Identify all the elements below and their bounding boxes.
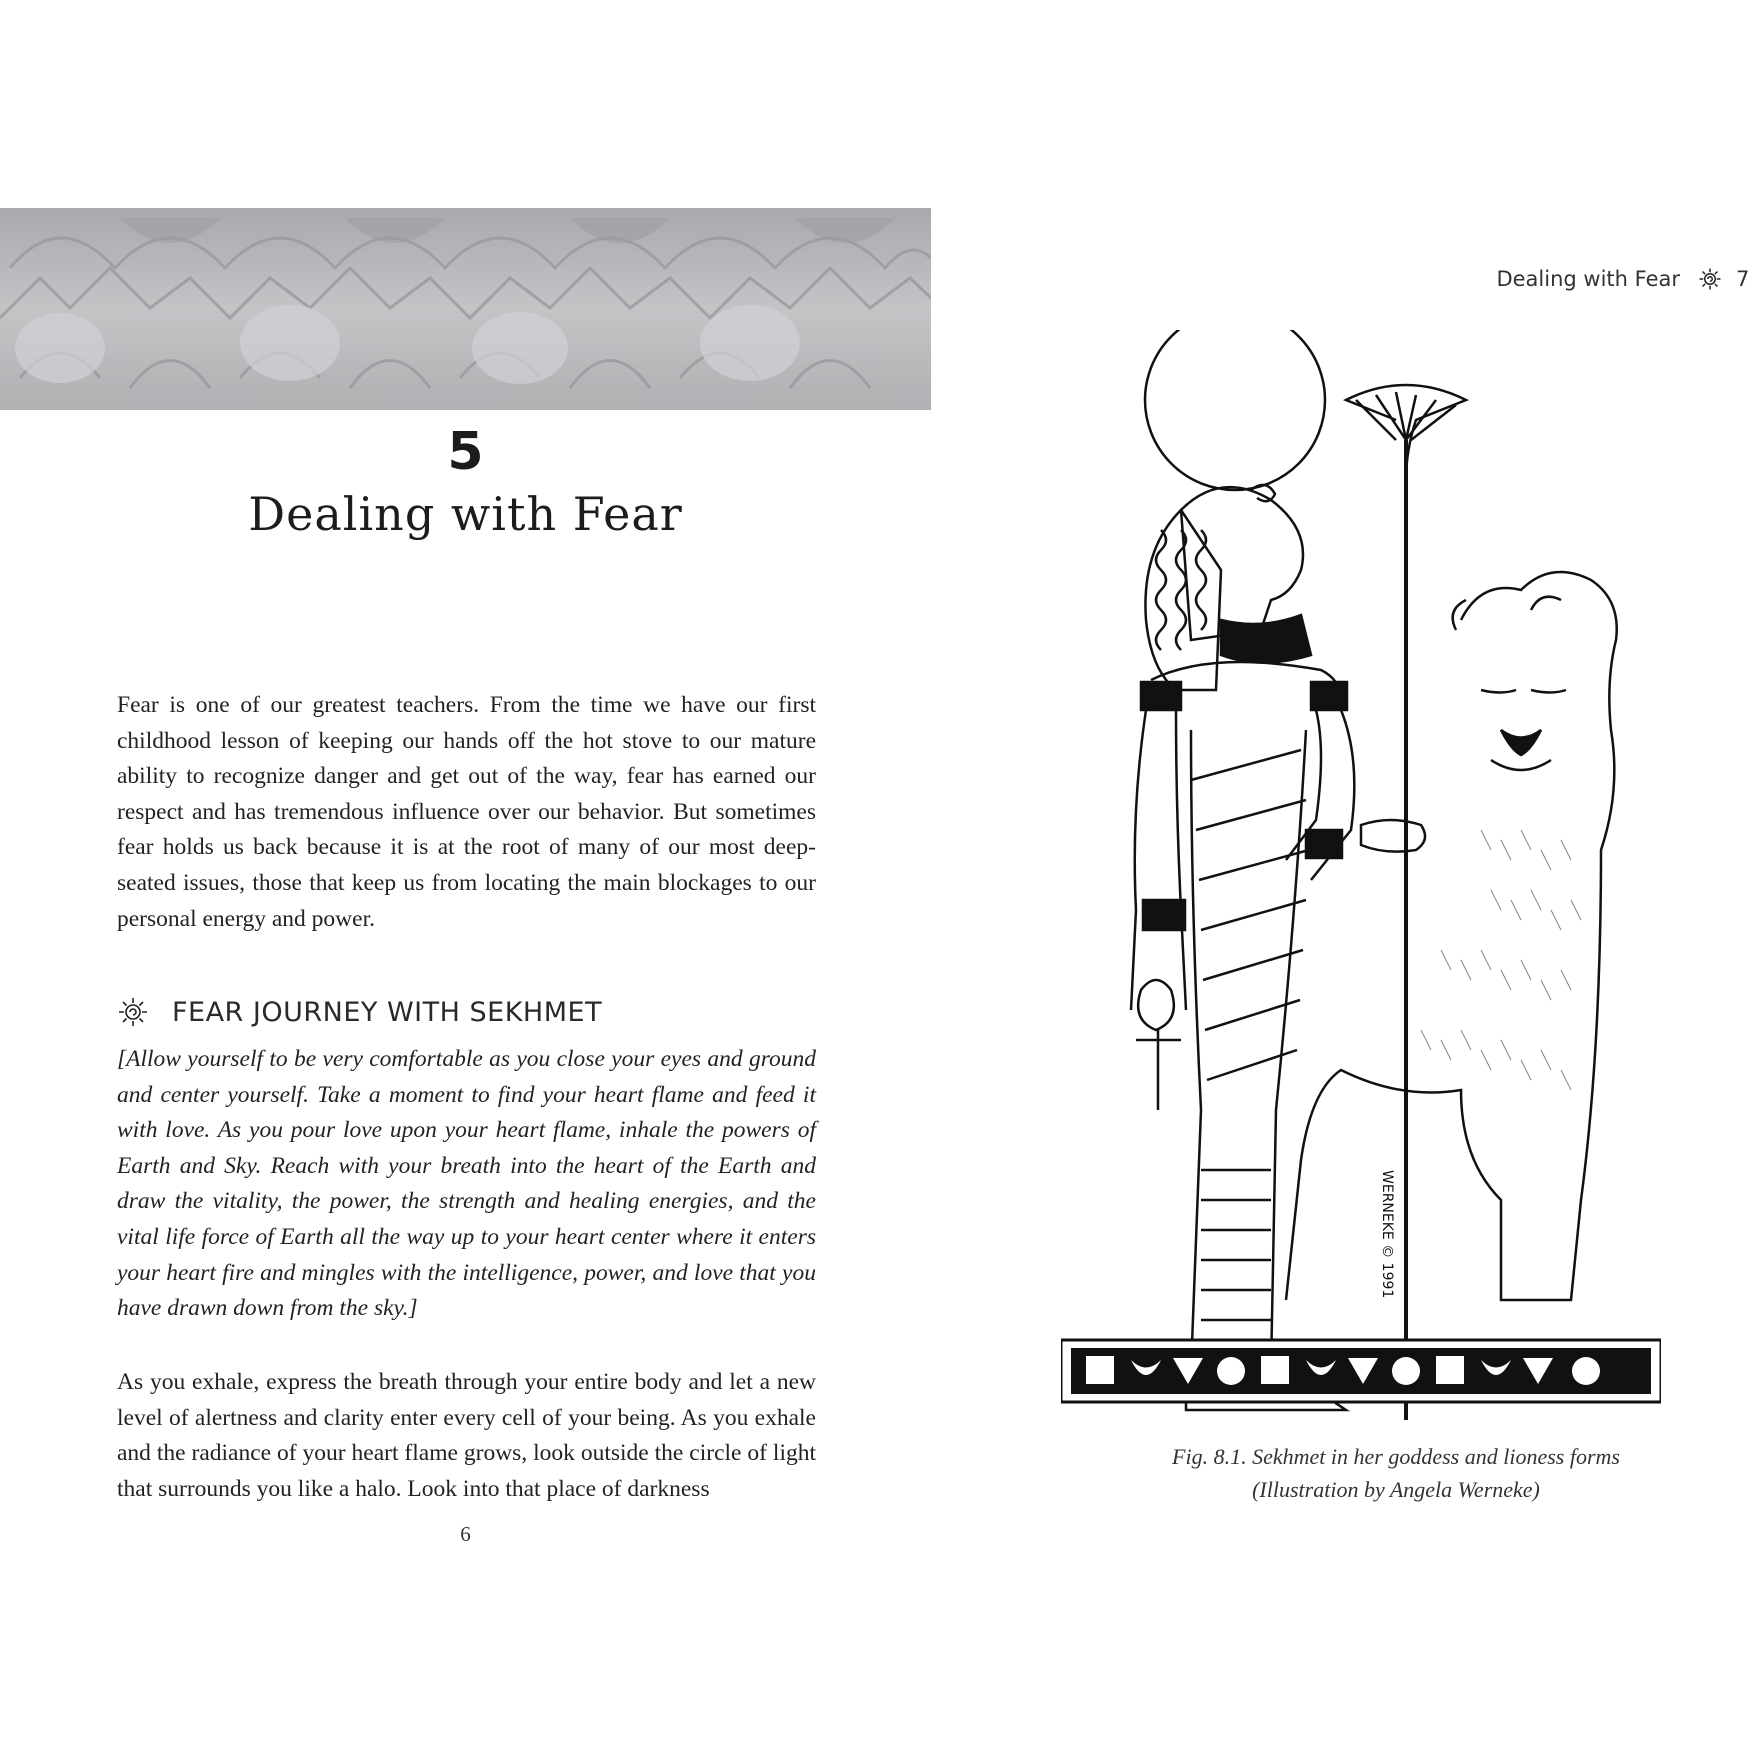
caption-line2: (Illustration by Angela Werneke) — [1252, 1477, 1540, 1502]
sekhmet-lioness-drawing — [1061, 330, 1661, 1420]
illustration-signature: WERNEKE © 1991 — [1379, 1170, 1395, 1299]
section-heading-label: FEAR JOURNEY WITH SEKHMET — [172, 996, 603, 1028]
italic-instruction: [Allow yourself to be very comfortable as you close your eyes and ground and center yourself. Take a moment to find your heart flame and feed it with love. As you pour love upon your heart flame, inhale the powers of Earth and Sky. Reach with your breath into the heart of the Earth and draw the vitality, the power, the strength and healing energies, and the vital life force of Earth all the way up to your heart center where it enters your heart fire and mingles with the intelligence, power, and love that you have drawn down from the sky.] — [117, 1046, 816, 1322]
chapter-number: 5 — [447, 422, 484, 482]
page-number-left: 6 — [460, 1522, 471, 1546]
chapter-banner — [0, 208, 931, 410]
sun-spiral-icon — [1698, 267, 1722, 291]
chapter-title: Dealing with Fear — [248, 487, 683, 541]
continue-paragraph: As you exhale, express the breath through your entire body and let a new level of alertness and clarity enter every cell of your being. As you exhale and the radiance of your heart flame grows, look outside the circle of light that surrounds you like a halo. Look into that place of darkness — [117, 1369, 816, 1502]
sekhmet-illustration — [1061, 330, 1661, 1420]
shell-pattern-image — [0, 208, 931, 410]
page-number-right: 7 — [1736, 267, 1750, 291]
sun-spiral-icon — [117, 996, 149, 1028]
section-heading — [117, 994, 837, 1030]
running-head-title: Dealing with Fear — [1496, 267, 1680, 291]
running-head — [1496, 264, 1752, 294]
caption-line1: Fig. 8.1. Sekhmet in her goddess and lioness forms — [1172, 1444, 1620, 1469]
figure-caption — [1131, 1440, 1661, 1506]
right-page — [931, 0, 1752, 1752]
intro-paragraph: Fear is one of our greatest teachers. From the time we have our first childhood lesson of keeping our hands off the hot stove to our mature ability to recognize danger and get out of the way, fear has earned our respect and has tremendous influence over our behavior. But sometimes fear holds us back because it is at the root of many of our most deep-seated issues, those that keep us from locating the main blockages to our personal energy and power. — [117, 692, 816, 932]
